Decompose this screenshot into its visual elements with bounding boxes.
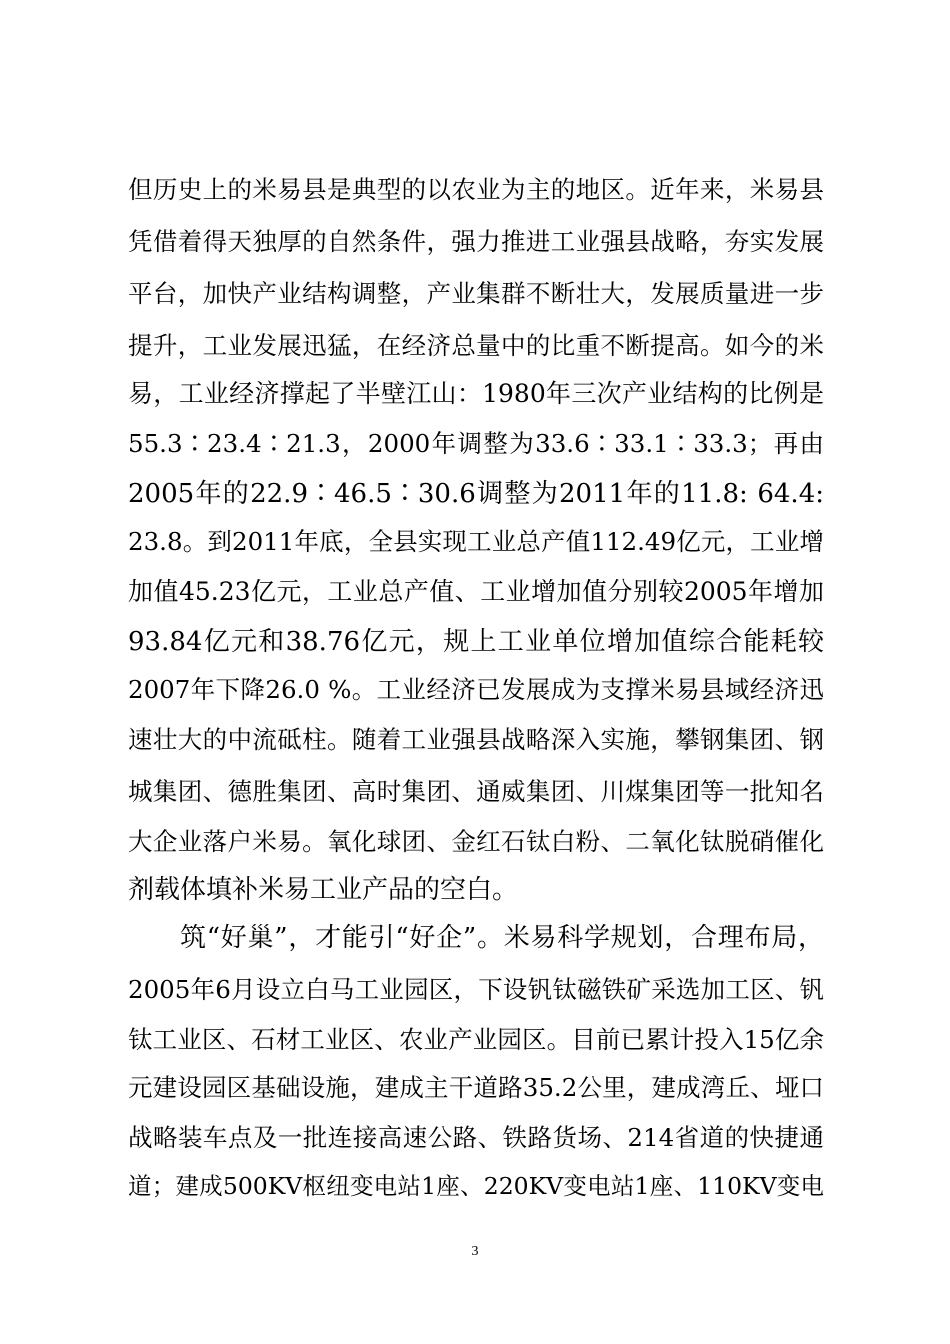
- text-line: 23.8。到2011年底，全县实现工业总产值112.49亿元，工业增: [128, 527, 824, 556]
- text-line: 2007年下降26.0 %。工业经济已发展成为支撑米易县域经济迅: [128, 675, 824, 704]
- text-line: 元建设园区基础设施，建成主干道路35.2公里，建成湾丘、垭口: [128, 1073, 824, 1102]
- text-line: 钛工业区、石材工业区、农业产业园区。目前已累计投入15亿余: [128, 1025, 824, 1054]
- text-line: 城集团、德胜集团、高时集团、通威集团、川煤集团等一批知名: [128, 777, 824, 806]
- text-line: 战略装车点及一批连接高速公路、铁路货场、214省道的快捷通: [128, 1123, 824, 1152]
- text-line: 速壮大的中流砥柱。随着工业强县战略深入实施，攀钢集团、钢: [128, 725, 824, 754]
- text-line: 易，工业经济撑起了半壁江山：1980年三次产业结构的比例是: [128, 379, 824, 408]
- text-line: 但历史上的米易县是典型的以农业为主的地区。近年来，米易县: [128, 175, 824, 204]
- text-line: 55.3∶23.4∶21.3，2000年调整为33.6∶33.1∶33.3；再由: [128, 429, 824, 458]
- text-line: 93.84亿元和38.76亿元，规上工业单位增加值综合能耗较: [128, 627, 824, 657]
- text-line: 凭借着得天独厚的自然条件，强力推进工业强县战略，夯实发展: [128, 227, 824, 256]
- page-number: 3: [471, 1244, 479, 1259]
- text-line: 大企业落户米易。氧化球团、金红石钛白粉、二氧化钛脱硝催化: [128, 827, 824, 856]
- text-line: 平台，加快产业结构调整，产业集群不断壮大，发展质量进一步: [128, 279, 824, 308]
- text-line: 加值45.23亿元，工业总产值、工业增加值分别较2005年增加: [128, 577, 824, 606]
- text-line: 2005年的22.9∶46.5∶30.6调整为2011年的11.8: 64.4:: [128, 479, 824, 509]
- text-line: 提升，工业发展迅猛，在经济总量中的比重不断提高。如今的米: [128, 331, 824, 360]
- text-line: 剂载体填补米易工业产品的空白。: [128, 875, 519, 905]
- text-line: 筑“好巢”，才能引“好企”。米易科学规划，合理布局，: [180, 923, 824, 953]
- text-line: 道；建成500KV枢纽变电站1座、220KV变电站1座、110KV变电: [128, 1172, 824, 1200]
- text-line: 2005年6月设立白马工业园区，下设钒钛磁铁矿采选加工区、钒: [128, 975, 824, 1004]
